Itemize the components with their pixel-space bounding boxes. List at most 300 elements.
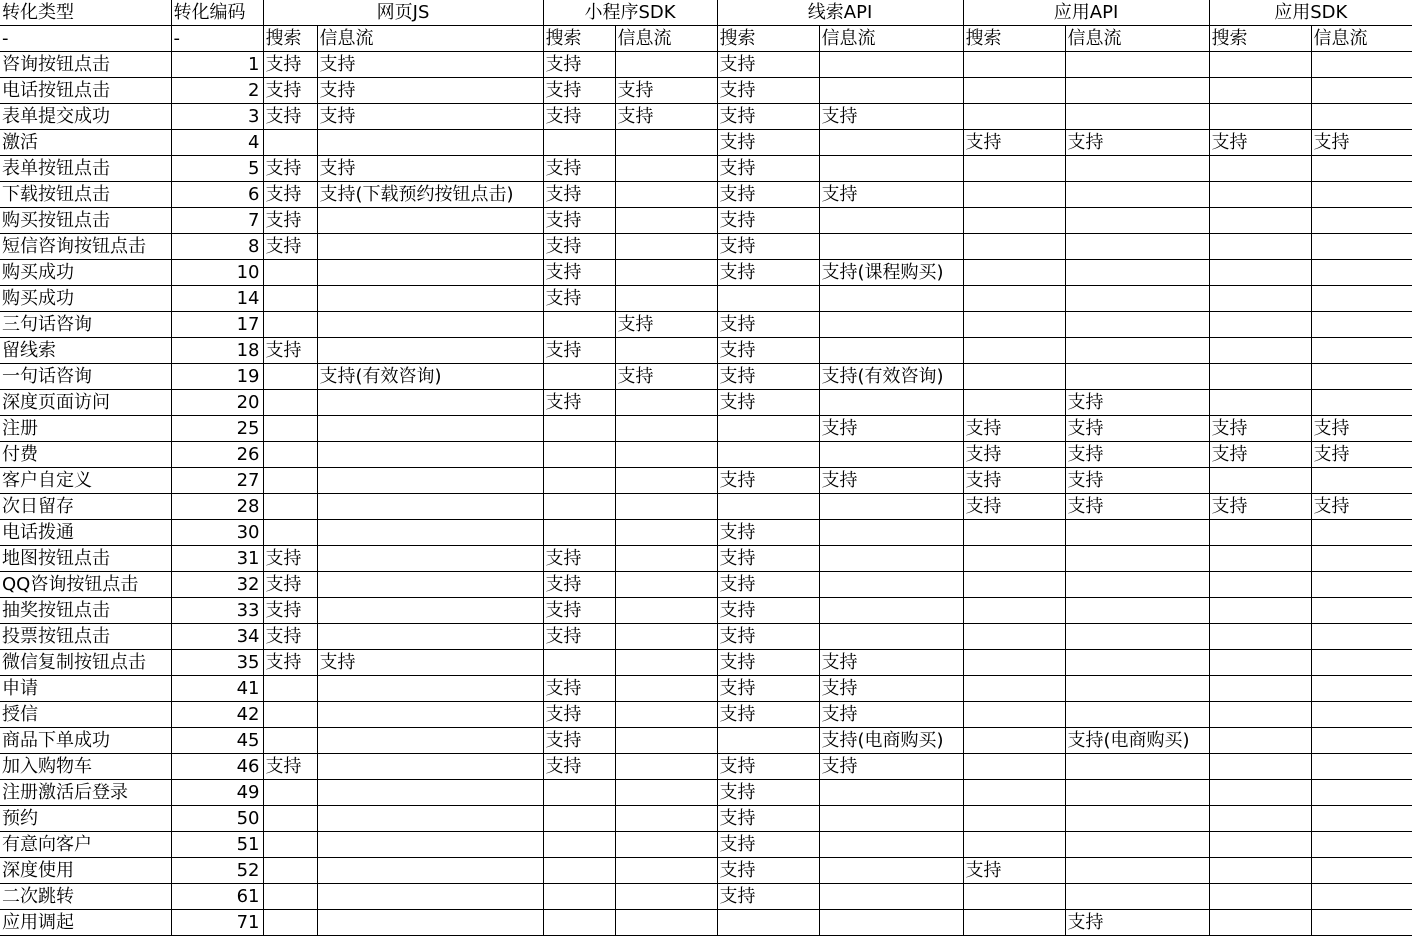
cell-type: 电话拨通 xyxy=(0,520,171,546)
cell-app-sdk-feed xyxy=(1311,546,1412,572)
cell-web-js-feed xyxy=(317,338,543,364)
cell-mini-sdk-search xyxy=(543,780,615,806)
cell-mini-sdk-search: 支持 xyxy=(543,156,615,182)
cell-app-api-search xyxy=(963,52,1065,78)
cell-lead-api-feed: 支持 xyxy=(819,676,963,702)
cell-lead-api-feed: 支持 xyxy=(819,754,963,780)
cell-code: 4 xyxy=(171,130,263,156)
cell-type: 深度使用 xyxy=(0,858,171,884)
cell-lead-api-feed: 支持 xyxy=(819,416,963,442)
cell-app-sdk-search xyxy=(1209,104,1311,130)
sub-header-feed: 信息流 xyxy=(819,26,963,52)
cell-app-api-search xyxy=(963,676,1065,702)
table-row xyxy=(0,676,1412,702)
cell-app-api-search: 支持 xyxy=(963,494,1065,520)
cell-app-sdk-feed xyxy=(1311,520,1412,546)
cell-app-sdk-search xyxy=(1209,234,1311,260)
cell-code: 34 xyxy=(171,624,263,650)
cell-type: 授信 xyxy=(0,702,171,728)
cell-web-js-search xyxy=(263,780,317,806)
cell-app-api-feed xyxy=(1065,286,1209,312)
cell-app-sdk-search xyxy=(1209,390,1311,416)
cell-app-api-feed xyxy=(1065,338,1209,364)
sub-header-search: 搜索 xyxy=(263,26,317,52)
cell-app-sdk-search: 支持 xyxy=(1209,130,1311,156)
cell-mini-sdk-feed xyxy=(615,442,717,468)
cell-mini-sdk-feed xyxy=(615,546,717,572)
cell-web-js-search: 支持 xyxy=(263,754,317,780)
cell-code: 50 xyxy=(171,806,263,832)
group-header-lead-api: 线索API xyxy=(717,0,963,26)
cell-type: 投票按钮点击 xyxy=(0,624,171,650)
cell-code: 20 xyxy=(171,390,263,416)
sub-header-feed: 信息流 xyxy=(317,26,543,52)
cell-mini-sdk-feed xyxy=(615,156,717,182)
cell-lead-api-search xyxy=(717,910,819,936)
cell-web-js-feed xyxy=(317,130,543,156)
cell-web-js-feed xyxy=(317,546,543,572)
cell-app-api-feed: 支持 xyxy=(1065,130,1209,156)
cell-code: 25 xyxy=(171,416,263,442)
cell-app-api-search xyxy=(963,754,1065,780)
cell-code: 6 xyxy=(171,182,263,208)
table-row xyxy=(0,884,1412,910)
cell-type: 应用调起 xyxy=(0,910,171,936)
cell-app-sdk-search xyxy=(1209,546,1311,572)
cell-code: 8 xyxy=(171,234,263,260)
cell-lead-api-search xyxy=(717,494,819,520)
cell-mini-sdk-search xyxy=(543,520,615,546)
table-row xyxy=(0,494,1412,520)
cell-mini-sdk-search xyxy=(543,468,615,494)
cell-code: 42 xyxy=(171,702,263,728)
cell-lead-api-search: 支持 xyxy=(717,338,819,364)
group-header-app-sdk: 应用SDK xyxy=(1209,0,1412,26)
cell-app-api-feed xyxy=(1065,234,1209,260)
cell-mini-sdk-feed xyxy=(615,130,717,156)
cell-app-sdk-feed: 支持 xyxy=(1311,416,1412,442)
table-row xyxy=(0,416,1412,442)
sub-header-search: 搜索 xyxy=(543,26,615,52)
cell-code: 2 xyxy=(171,78,263,104)
cell-web-js-feed xyxy=(317,754,543,780)
cell-mini-sdk-feed xyxy=(615,572,717,598)
cell-lead-api-search: 支持 xyxy=(717,52,819,78)
cell-mini-sdk-feed: 支持 xyxy=(615,104,717,130)
cell-code: 1 xyxy=(171,52,263,78)
cell-app-api-search xyxy=(963,884,1065,910)
cell-app-sdk-search xyxy=(1209,52,1311,78)
cell-web-js-feed: 支持 xyxy=(317,104,543,130)
cell-type: 申请 xyxy=(0,676,171,702)
cell-lead-api-feed xyxy=(819,598,963,624)
cell-mini-sdk-feed: 支持 xyxy=(615,364,717,390)
cell-web-js-search xyxy=(263,806,317,832)
cell-web-js-search xyxy=(263,884,317,910)
cell-code: 14 xyxy=(171,286,263,312)
cell-web-js-search: 支持 xyxy=(263,572,317,598)
cell-app-api-feed: 支持 xyxy=(1065,390,1209,416)
cell-app-api-feed xyxy=(1065,676,1209,702)
cell-code: 35 xyxy=(171,650,263,676)
cell-code: 18 xyxy=(171,338,263,364)
cell-app-api-feed xyxy=(1065,312,1209,338)
cell-app-api-search xyxy=(963,208,1065,234)
cell-type: 加入购物车 xyxy=(0,754,171,780)
cell-app-sdk-feed xyxy=(1311,806,1412,832)
cell-mini-sdk-feed xyxy=(615,676,717,702)
cell-type: 预约 xyxy=(0,806,171,832)
cell-app-api-feed xyxy=(1065,572,1209,598)
cell-app-sdk-search xyxy=(1209,780,1311,806)
cell-lead-api-search: 支持 xyxy=(717,884,819,910)
cell-app-sdk-feed xyxy=(1311,260,1412,286)
cell-app-sdk-feed: 支持 xyxy=(1311,442,1412,468)
cell-app-api-search xyxy=(963,156,1065,182)
table-row xyxy=(0,182,1412,208)
cell-app-sdk-feed xyxy=(1311,910,1412,936)
cell-web-js-search: 支持 xyxy=(263,546,317,572)
cell-code: 27 xyxy=(171,468,263,494)
table-row xyxy=(0,754,1412,780)
cell-app-sdk-search xyxy=(1209,156,1311,182)
cell-app-sdk-search xyxy=(1209,676,1311,702)
cell-app-sdk-feed: 支持 xyxy=(1311,130,1412,156)
cell-web-js-feed xyxy=(317,780,543,806)
cell-app-api-search xyxy=(963,832,1065,858)
cell-lead-api-feed xyxy=(819,234,963,260)
cell-app-api-feed xyxy=(1065,624,1209,650)
cell-type: 地图按钮点击 xyxy=(0,546,171,572)
cell-app-api-search xyxy=(963,364,1065,390)
cell-mini-sdk-feed xyxy=(615,728,717,754)
cell-web-js-search: 支持 xyxy=(263,104,317,130)
cell-web-js-search: 支持 xyxy=(263,78,317,104)
cell-mini-sdk-feed xyxy=(615,780,717,806)
cell-mini-sdk-search: 支持 xyxy=(543,728,615,754)
cell-app-api-feed xyxy=(1065,260,1209,286)
cell-type: 客户自定义 xyxy=(0,468,171,494)
sub-header-feed: 信息流 xyxy=(1065,26,1209,52)
cell-app-api-search xyxy=(963,286,1065,312)
cell-lead-api-feed: 支持 xyxy=(819,104,963,130)
cell-app-sdk-search xyxy=(1209,364,1311,390)
group-header-web-js: 网页JS xyxy=(263,0,543,26)
cell-app-sdk-search xyxy=(1209,260,1311,286)
cell-app-api-search xyxy=(963,572,1065,598)
cell-web-js-feed: 支持 xyxy=(317,52,543,78)
cell-type: 商品下单成功 xyxy=(0,728,171,754)
cell-web-js-feed xyxy=(317,390,543,416)
cell-lead-api-feed xyxy=(819,520,963,546)
table-row xyxy=(0,468,1412,494)
cell-mini-sdk-search xyxy=(543,832,615,858)
cell-app-api-feed: 支持 xyxy=(1065,494,1209,520)
cell-app-api-search xyxy=(963,702,1065,728)
cell-web-js-search xyxy=(263,676,317,702)
cell-code: 30 xyxy=(171,520,263,546)
table-body xyxy=(0,52,1412,936)
cell-mini-sdk-feed xyxy=(615,884,717,910)
cell-lead-api-search: 支持 xyxy=(717,208,819,234)
cell-type: 付费 xyxy=(0,442,171,468)
cell-mini-sdk-feed xyxy=(615,520,717,546)
cell-lead-api-search: 支持 xyxy=(717,858,819,884)
cell-web-js-feed xyxy=(317,858,543,884)
cell-code: 26 xyxy=(171,442,263,468)
cell-mini-sdk-feed xyxy=(615,234,717,260)
cell-lead-api-search: 支持 xyxy=(717,468,819,494)
cell-lead-api-feed xyxy=(819,312,963,338)
cell-app-api-feed: 支持 xyxy=(1065,416,1209,442)
cell-lead-api-search: 支持 xyxy=(717,546,819,572)
cell-mini-sdk-feed xyxy=(615,754,717,780)
cell-app-api-search: 支持 xyxy=(963,858,1065,884)
cell-app-api-search xyxy=(963,806,1065,832)
cell-code: 7 xyxy=(171,208,263,234)
cell-lead-api-search: 支持 xyxy=(717,702,819,728)
sub-header-feed: 信息流 xyxy=(1311,26,1412,52)
cell-mini-sdk-search xyxy=(543,364,615,390)
cell-app-sdk-feed xyxy=(1311,598,1412,624)
cell-lead-api-search: 支持 xyxy=(717,754,819,780)
cell-type: 次日留存 xyxy=(0,494,171,520)
cell-app-sdk-feed xyxy=(1311,234,1412,260)
cell-web-js-search xyxy=(263,832,317,858)
table-row xyxy=(0,338,1412,364)
cell-app-sdk-search xyxy=(1209,78,1311,104)
cell-mini-sdk-search: 支持 xyxy=(543,338,615,364)
cell-app-api-search xyxy=(963,650,1065,676)
cell-app-api-feed xyxy=(1065,780,1209,806)
cell-app-sdk-search xyxy=(1209,728,1311,754)
cell-web-js-feed xyxy=(317,702,543,728)
cell-lead-api-feed xyxy=(819,390,963,416)
cell-app-sdk-search xyxy=(1209,806,1311,832)
cell-mini-sdk-feed xyxy=(615,624,717,650)
group-header-app-api: 应用API xyxy=(963,0,1209,26)
cell-app-api-feed xyxy=(1065,754,1209,780)
cell-lead-api-feed xyxy=(819,884,963,910)
cell-mini-sdk-feed xyxy=(615,260,717,286)
cell-app-sdk-search: 支持 xyxy=(1209,416,1311,442)
cell-type: 购买成功 xyxy=(0,286,171,312)
cell-mini-sdk-feed xyxy=(615,390,717,416)
cell-app-api-feed: 支持 xyxy=(1065,468,1209,494)
cell-app-api-feed xyxy=(1065,806,1209,832)
cell-type: 抽奖按钮点击 xyxy=(0,598,171,624)
cell-lead-api-search: 支持 xyxy=(717,676,819,702)
cell-app-sdk-search xyxy=(1209,182,1311,208)
cell-mini-sdk-search xyxy=(543,806,615,832)
cell-lead-api-search: 支持 xyxy=(717,572,819,598)
cell-web-js-feed xyxy=(317,416,543,442)
cell-web-js-feed xyxy=(317,286,543,312)
cell-lead-api-feed xyxy=(819,780,963,806)
cell-app-api-feed xyxy=(1065,156,1209,182)
cell-mini-sdk-feed xyxy=(615,182,717,208)
cell-app-sdk-feed xyxy=(1311,338,1412,364)
table-row xyxy=(0,130,1412,156)
cell-code: 32 xyxy=(171,572,263,598)
cell-web-js-feed xyxy=(317,442,543,468)
cell-web-js-feed xyxy=(317,728,543,754)
cell-web-js-search xyxy=(263,494,317,520)
cell-code: 5 xyxy=(171,156,263,182)
cell-lead-api-search xyxy=(717,286,819,312)
cell-mini-sdk-feed: 支持 xyxy=(615,312,717,338)
cell-code: 61 xyxy=(171,884,263,910)
header-type-dash: - xyxy=(0,26,171,52)
cell-app-sdk-feed xyxy=(1311,208,1412,234)
cell-mini-sdk-search xyxy=(543,884,615,910)
cell-mini-sdk-search: 支持 xyxy=(543,104,615,130)
table-row xyxy=(0,78,1412,104)
cell-app-api-search xyxy=(963,728,1065,754)
cell-mini-sdk-search: 支持 xyxy=(543,572,615,598)
cell-app-sdk-search xyxy=(1209,338,1311,364)
cell-mini-sdk-search: 支持 xyxy=(543,390,615,416)
cell-lead-api-feed: 支持 xyxy=(819,468,963,494)
table-row xyxy=(0,286,1412,312)
cell-type: 激活 xyxy=(0,130,171,156)
cell-web-js-feed xyxy=(317,260,543,286)
cell-code: 52 xyxy=(171,858,263,884)
cell-mini-sdk-search xyxy=(543,442,615,468)
cell-app-api-search xyxy=(963,312,1065,338)
table-row xyxy=(0,260,1412,286)
cell-mini-sdk-feed xyxy=(615,52,717,78)
cell-lead-api-feed: 支持(电商购买) xyxy=(819,728,963,754)
cell-type: 短信咨询按钮点击 xyxy=(0,234,171,260)
cell-lead-api-feed xyxy=(819,806,963,832)
cell-app-api-feed xyxy=(1065,520,1209,546)
cell-web-js-feed xyxy=(317,494,543,520)
cell-type: 留线索 xyxy=(0,338,171,364)
cell-web-js-search xyxy=(263,312,317,338)
cell-lead-api-feed xyxy=(819,78,963,104)
cell-mini-sdk-search: 支持 xyxy=(543,286,615,312)
cell-mini-sdk-search: 支持 xyxy=(543,182,615,208)
cell-code: 49 xyxy=(171,780,263,806)
table-row xyxy=(0,832,1412,858)
cell-web-js-search xyxy=(263,390,317,416)
cell-web-js-feed: 支持 xyxy=(317,78,543,104)
cell-mini-sdk-feed xyxy=(615,598,717,624)
cell-app-sdk-search xyxy=(1209,572,1311,598)
cell-mini-sdk-feed xyxy=(615,858,717,884)
cell-lead-api-search: 支持 xyxy=(717,650,819,676)
cell-app-api-search xyxy=(963,624,1065,650)
cell-app-api-feed xyxy=(1065,598,1209,624)
cell-web-js-search xyxy=(263,286,317,312)
cell-web-js-feed xyxy=(317,832,543,858)
cell-web-js-feed xyxy=(317,312,543,338)
cell-lead-api-search xyxy=(717,416,819,442)
table-row xyxy=(0,52,1412,78)
cell-lead-api-feed: 支持 xyxy=(819,702,963,728)
table-row xyxy=(0,806,1412,832)
cell-mini-sdk-feed xyxy=(615,416,717,442)
table-row xyxy=(0,910,1412,936)
cell-mini-sdk-feed xyxy=(615,650,717,676)
cell-web-js-search xyxy=(263,260,317,286)
cell-app-api-search: 支持 xyxy=(963,442,1065,468)
cell-app-sdk-search xyxy=(1209,832,1311,858)
cell-app-sdk-feed xyxy=(1311,858,1412,884)
cell-app-sdk-search xyxy=(1209,754,1311,780)
cell-web-js-feed xyxy=(317,468,543,494)
cell-app-sdk-feed xyxy=(1311,312,1412,338)
group-header-row xyxy=(0,0,1412,26)
cell-app-sdk-search xyxy=(1209,312,1311,338)
sub-header-search: 搜索 xyxy=(963,26,1065,52)
cell-type: 购买按钮点击 xyxy=(0,208,171,234)
cell-lead-api-search: 支持 xyxy=(717,780,819,806)
cell-app-sdk-search xyxy=(1209,884,1311,910)
cell-mini-sdk-search xyxy=(543,312,615,338)
cell-web-js-feed xyxy=(317,624,543,650)
table-row xyxy=(0,208,1412,234)
cell-lead-api-search: 支持 xyxy=(717,832,819,858)
table-row xyxy=(0,702,1412,728)
cell-app-sdk-search xyxy=(1209,598,1311,624)
cell-app-sdk-search xyxy=(1209,624,1311,650)
cell-app-api-search xyxy=(963,910,1065,936)
cell-web-js-search xyxy=(263,728,317,754)
header-conversion-type: 转化类型 xyxy=(0,0,171,26)
cell-mini-sdk-feed: 支持 xyxy=(615,78,717,104)
cell-code: 45 xyxy=(171,728,263,754)
cell-code: 28 xyxy=(171,494,263,520)
cell-app-api-search xyxy=(963,338,1065,364)
cell-code: 51 xyxy=(171,832,263,858)
cell-app-api-search xyxy=(963,520,1065,546)
cell-lead-api-feed xyxy=(819,572,963,598)
cell-app-sdk-search xyxy=(1209,858,1311,884)
table-row xyxy=(0,234,1412,260)
cell-app-sdk-feed xyxy=(1311,78,1412,104)
cell-code: 33 xyxy=(171,598,263,624)
cell-type: 注册 xyxy=(0,416,171,442)
cell-app-sdk-feed xyxy=(1311,676,1412,702)
cell-app-sdk-search xyxy=(1209,910,1311,936)
table-row xyxy=(0,520,1412,546)
cell-app-sdk-feed xyxy=(1311,182,1412,208)
cell-app-api-search xyxy=(963,234,1065,260)
cell-web-js-feed xyxy=(317,598,543,624)
cell-app-api-feed: 支持 xyxy=(1065,910,1209,936)
cell-app-api-search xyxy=(963,182,1065,208)
cell-web-js-search xyxy=(263,702,317,728)
cell-web-js-search xyxy=(263,364,317,390)
cell-code: 3 xyxy=(171,104,263,130)
cell-app-sdk-search xyxy=(1209,520,1311,546)
cell-app-sdk-feed xyxy=(1311,286,1412,312)
cell-web-js-search: 支持 xyxy=(263,598,317,624)
cell-lead-api-search xyxy=(717,728,819,754)
cell-type: 一句话咨询 xyxy=(0,364,171,390)
cell-mini-sdk-search xyxy=(543,910,615,936)
cell-lead-api-feed xyxy=(819,910,963,936)
cell-lead-api-search: 支持 xyxy=(717,234,819,260)
cell-web-js-feed: 支持(有效咨询) xyxy=(317,364,543,390)
cell-lead-api-search: 支持 xyxy=(717,260,819,286)
cell-app-sdk-feed xyxy=(1311,754,1412,780)
cell-mini-sdk-feed xyxy=(615,338,717,364)
cell-app-sdk-feed xyxy=(1311,468,1412,494)
cell-type: 表单按钮点击 xyxy=(0,156,171,182)
